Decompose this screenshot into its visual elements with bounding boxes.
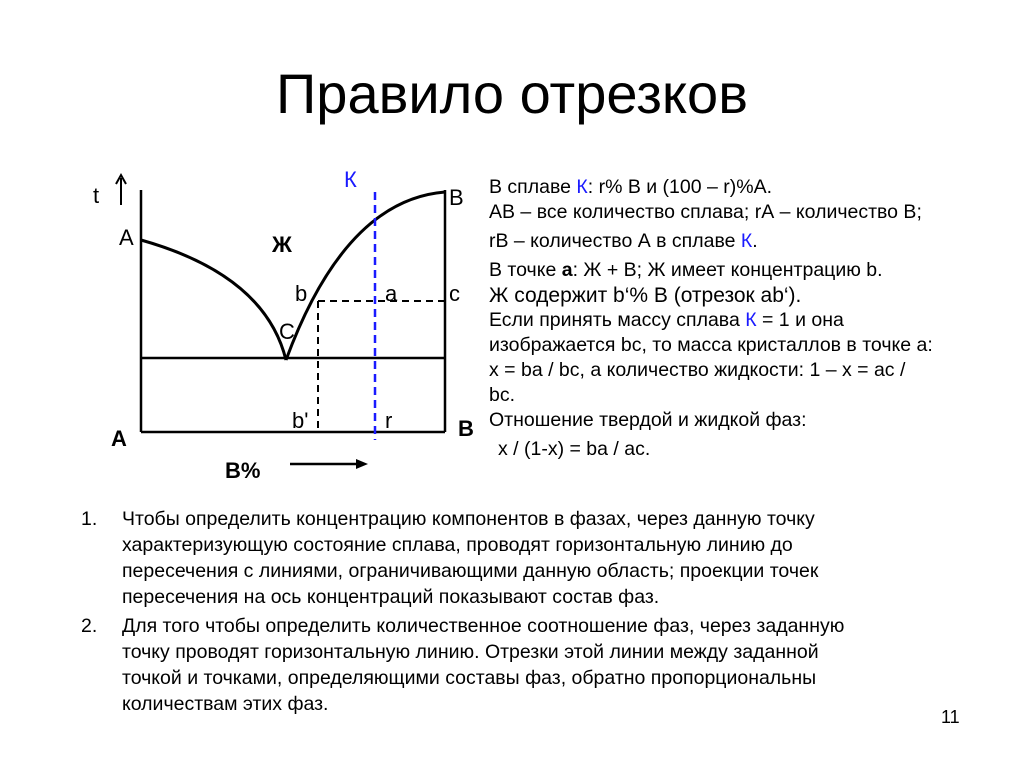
info-line-7: изображается bc, то масса кристаллов в точке а: <box>489 334 933 356</box>
info-line-3: rВ – количество А в сплаве К. <box>489 230 758 252</box>
info-line-9: bc. <box>489 384 516 406</box>
info-line-10: Отношение твердой и жидкой фаз: <box>489 409 807 431</box>
label-B-bottom: B <box>458 416 474 441</box>
rule-text-line: пересечения на ось концентраций показывают состав фаз. <box>122 586 660 608</box>
rule-text-line: точкой и точками, определяющими составы фаз, обратно пропорциональны <box>122 667 817 689</box>
liquidus-left-curve <box>141 240 286 360</box>
rule-text-line: Чтобы определить концентрацию компонентов в фазах, через данную точку <box>122 508 815 530</box>
label-A-top: A <box>119 225 134 250</box>
rule-text-line: точку проводят горизонтальную линию. Отрезки этой линии между заданной <box>122 641 819 663</box>
axis-t-label: t <box>93 183 100 208</box>
rule-text-line: характеризующую состояние сплава, проводят горизонтальную линию до <box>122 534 793 556</box>
rules-list <box>81 506 981 720</box>
rule-text-line: количествам этих фаз. <box>122 693 329 715</box>
label-x-axis: B% <box>225 458 261 483</box>
k-ref: К <box>576 176 588 198</box>
liquidus-right-curve <box>286 192 445 360</box>
b-percent-arrow-head <box>356 459 368 469</box>
k-ref: К <box>745 309 757 331</box>
info-line-8: x = bа / bc, а количество жидкости: 1 – x = ac / <box>489 359 906 381</box>
rule-text-line: пересечения с линиями, ограничивающими данную область; проекции точек <box>122 560 819 582</box>
page-number: 11 <box>941 707 960 727</box>
label-eutectic-C: C <box>279 319 295 344</box>
rule-item <box>81 506 981 610</box>
slide-title: Правило отрезков <box>276 62 748 125</box>
label-A-bottom: A <box>111 426 127 451</box>
label-b-prime: b' <box>292 408 309 433</box>
label-point-a: a <box>385 281 398 306</box>
explanation-text <box>489 175 1024 462</box>
info-line-1: В сплаве К: r% В и (100 – r)%А. <box>489 176 773 198</box>
k-ref: К <box>740 230 753 252</box>
rule-number: 1. <box>81 508 98 530</box>
label-point-b: b <box>295 281 308 306</box>
rule-number: 2. <box>81 615 98 637</box>
label-B-top: B <box>449 185 464 210</box>
rule-text-line: Для того чтобы определить количественное соотношение фаз, через заданную <box>122 615 845 637</box>
info-line-6: Если принять массу сплава К = 1 и она <box>489 309 844 331</box>
info-line-5: Ж содержит b‘% В (отрезок ab‘). <box>489 284 802 307</box>
label-K: К <box>344 167 357 192</box>
label-liquid: Ж <box>272 232 292 257</box>
label-r: r <box>385 408 393 433</box>
info-line-4: В точке а: Ж + В; Ж имеет концентрацию b. <box>489 259 883 281</box>
label-point-c: c <box>449 281 460 306</box>
rule-item <box>81 613 981 717</box>
info-line-2: АВ – все количество сплава; rА – количество В; <box>489 201 922 223</box>
info-line-11: x / (1-x) = bа / ac. <box>498 438 651 460</box>
